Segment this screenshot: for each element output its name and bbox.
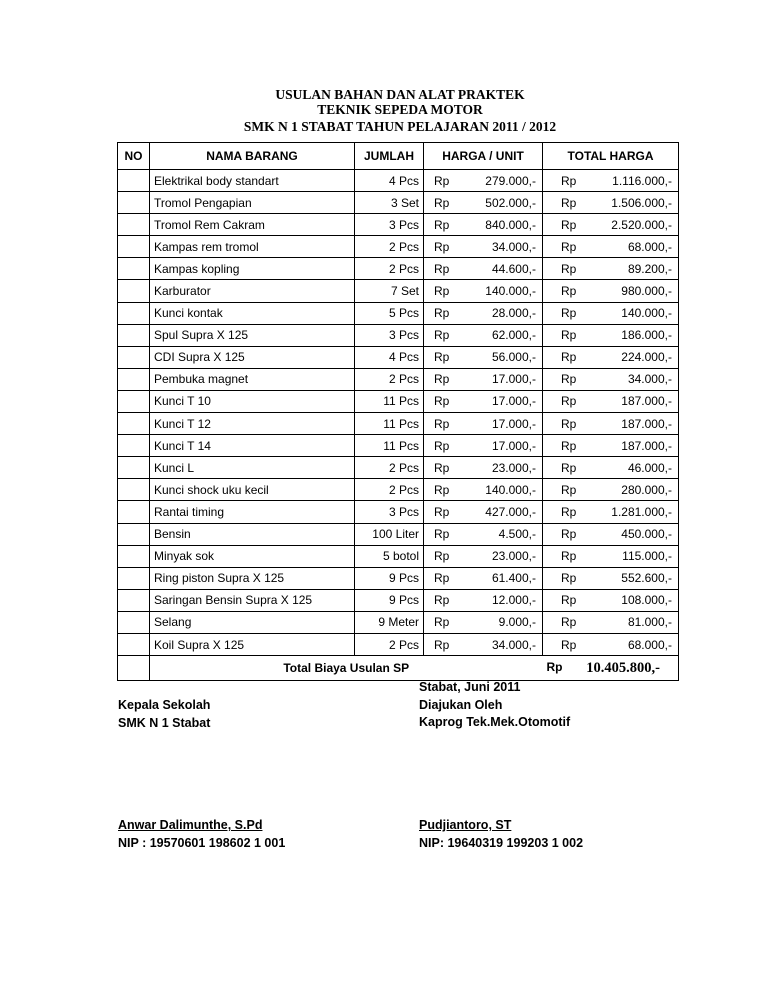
header-no: NO: [118, 143, 150, 170]
row-no: [118, 589, 150, 611]
table-row: [118, 545, 679, 567]
item-unit-price: 28.000,-: [491, 306, 536, 321]
item-name: CDI Supra X 125: [150, 346, 355, 368]
item-qty: 2 Pcs: [355, 479, 424, 501]
header-price: HARGA / UNIT: [424, 143, 543, 170]
row-no: [118, 523, 150, 545]
right-title-1: Diajukan Oleh: [419, 697, 503, 712]
table-row: [118, 280, 679, 302]
price-currency: Rp: [434, 615, 450, 630]
total-currency: Rp: [561, 239, 577, 254]
item-name: Saringan Bensin Supra X 125: [150, 589, 355, 611]
item-qty: 2 Pcs: [355, 457, 424, 479]
price-currency: Rp: [434, 372, 450, 387]
item-total-price: 187.000,-: [621, 416, 672, 431]
left-title-2: SMK N 1 Stabat: [118, 715, 211, 730]
left-signer-name: Anwar Dalimunthe, S.Pd: [118, 818, 263, 832]
left-signer-nip: NIP : 19570601 198602 1 001: [118, 835, 286, 850]
item-name: Koil Supra X 125: [150, 633, 355, 655]
table-row: [118, 567, 679, 589]
price-currency: Rp: [434, 328, 450, 343]
total-currency: Rp: [561, 438, 577, 453]
item-name: Rantai timing: [150, 501, 355, 523]
table-row: [118, 633, 679, 655]
item-unit-price: 44.600,-: [491, 261, 536, 276]
total-currency: Rp: [561, 328, 577, 343]
item-unit-price: 17.000,-: [491, 394, 536, 409]
price-currency: Rp: [434, 350, 450, 365]
table-row: [118, 236, 679, 258]
price-currency: Rp: [434, 416, 450, 431]
price-currency: Rp: [434, 306, 450, 321]
row-no: [118, 214, 150, 236]
item-name: Kunci kontak: [150, 302, 355, 324]
item-total-price: 68.000,-: [627, 637, 672, 652]
total-currency: Rp: [561, 284, 577, 299]
header-total: TOTAL HARGA: [543, 143, 679, 170]
price-currency: Rp: [434, 438, 450, 453]
document-title-line-3: SMK N 1 STABAT TAHUN PELAJARAN 2011 / 2012: [243, 119, 557, 134]
total-currency: Rp: [561, 217, 577, 232]
item-name: Spul Supra X 125: [150, 324, 355, 346]
item-qty: 2 Pcs: [355, 368, 424, 390]
row-no: [118, 192, 150, 214]
item-total-price: 224.000,-: [621, 350, 672, 365]
row-no: [118, 390, 150, 412]
table-row: [118, 390, 679, 412]
total-currency: Rp: [561, 261, 577, 276]
total-currency: Rp: [561, 350, 577, 365]
item-total-price: 187.000,-: [621, 394, 672, 409]
price-currency: Rp: [434, 593, 450, 608]
header-name: NAMA BARANG: [150, 143, 355, 170]
row-no: [118, 236, 150, 258]
row-no: [118, 435, 150, 457]
item-total-price: 46.000,-: [627, 460, 672, 475]
price-currency: Rp: [434, 527, 450, 542]
item-name: Kunci T 14: [150, 435, 355, 457]
total-currency: Rp: [561, 593, 577, 608]
price-currency: Rp: [434, 239, 450, 254]
item-unit-price: 427.000,-: [485, 504, 536, 519]
signature-right: [419, 679, 570, 732]
item-qty: 9 Meter: [355, 611, 424, 633]
item-qty: 2 Pcs: [355, 633, 424, 655]
item-unit-price: 279.000,-: [485, 173, 536, 188]
item-unit-price: 4.500,-: [498, 527, 536, 542]
table-row: [118, 170, 679, 192]
item-qty: 9 Pcs: [355, 589, 424, 611]
item-qty: 100 Liter: [355, 523, 424, 545]
row-no: [118, 457, 150, 479]
price-currency: Rp: [434, 173, 450, 188]
item-unit-price: 840.000,-: [485, 217, 536, 232]
row-no: [118, 501, 150, 523]
row-no: [118, 567, 150, 589]
row-no: [118, 413, 150, 435]
price-currency: Rp: [434, 217, 450, 232]
item-name: Kunci L: [150, 457, 355, 479]
item-name: Bensin: [150, 523, 355, 545]
item-total-price: 140.000,-: [621, 306, 672, 321]
item-qty: 3 Pcs: [355, 501, 424, 523]
table-row: [118, 346, 679, 368]
total-currency: Rp: [561, 372, 577, 387]
total-currency: Rp: [561, 460, 577, 475]
price-currency: Rp: [434, 504, 450, 519]
item-qty: 3 Set: [355, 192, 424, 214]
item-total-price: 34.000,-: [627, 372, 672, 387]
item-unit-price: 56.000,-: [491, 350, 536, 365]
total-currency: Rp: [561, 394, 577, 409]
item-total-price: 187.000,-: [621, 438, 672, 453]
item-qty: 11 Pcs: [355, 413, 424, 435]
items-table: [117, 142, 679, 681]
item-qty: 2 Pcs: [355, 236, 424, 258]
price-currency: Rp: [434, 261, 450, 276]
header-qty: JUMLAH: [355, 143, 424, 170]
document-title-line-2: TEKNIK SEPEDA MOTOR: [317, 102, 483, 117]
total-currency: Rp: [561, 416, 577, 431]
grand-total-currency: Rp: [546, 659, 563, 674]
item-unit-price: 34.000,-: [491, 637, 536, 652]
item-qty: 9 Pcs: [355, 567, 424, 589]
document-title-line-1: USULAN BAHAN DAN ALAT PRAKTEK: [275, 87, 525, 102]
price-currency: Rp: [434, 571, 450, 586]
row-no: [118, 545, 150, 567]
item-name: Kunci T 12: [150, 413, 355, 435]
item-qty: 11 Pcs: [355, 390, 424, 412]
row-no: [118, 346, 150, 368]
table-row: [118, 523, 679, 545]
table-row: [118, 302, 679, 324]
left-title-1: Kepala Sekolah: [118, 698, 211, 712]
item-total-price: 81.000,-: [627, 615, 672, 630]
row-no: [118, 611, 150, 633]
item-name: Kunci shock uku kecil: [150, 479, 355, 501]
item-total-price: 1.506.000,-: [611, 195, 672, 210]
price-currency: Rp: [434, 394, 450, 409]
table-row: [118, 589, 679, 611]
table-row: [118, 324, 679, 346]
total-currency: Rp: [561, 195, 577, 210]
row-no: [118, 324, 150, 346]
item-unit-price: 12.000,-: [491, 593, 536, 608]
total-currency: Rp: [561, 637, 577, 652]
item-unit-price: 140.000,-: [485, 482, 536, 497]
row-no: [118, 280, 150, 302]
item-total-price: 1.116.000,-: [612, 173, 672, 188]
item-name: Tromol Rem Cakram: [150, 214, 355, 236]
price-currency: Rp: [434, 195, 450, 210]
item-qty: 4 Pcs: [355, 346, 424, 368]
total-label: Total Biaya Usulan SP: [150, 656, 543, 681]
item-qty: 3 Pcs: [355, 324, 424, 346]
item-qty: 5 Pcs: [355, 302, 424, 324]
item-total-price: 186.000,-: [621, 328, 672, 343]
item-name: Minyak sok: [150, 545, 355, 567]
grand-total-value: 10.405.800,-: [586, 659, 660, 676]
total-row: [118, 656, 679, 681]
item-name: Kampas kopling: [150, 258, 355, 280]
item-total-price: 450.000,-: [621, 527, 672, 542]
item-qty: 7 Set: [355, 280, 424, 302]
row-no: [118, 258, 150, 280]
item-qty: 5 botol: [355, 545, 424, 567]
item-unit-price: 34.000,-: [491, 239, 536, 254]
row-no: [118, 302, 150, 324]
row-no: [118, 170, 150, 192]
item-unit-price: 502.000,-: [485, 195, 536, 210]
right-title-2: Kaprog Tek.Mek.Otomotif: [419, 715, 571, 729]
item-qty: 11 Pcs: [355, 435, 424, 457]
total-currency: Rp: [561, 615, 577, 630]
item-name: Selang: [150, 611, 355, 633]
total-currency: Rp: [561, 173, 577, 188]
item-name: Tromol Pengapian: [150, 192, 355, 214]
signature-left: [118, 697, 210, 732]
item-qty: 3 Pcs: [355, 214, 424, 236]
table-row: [118, 611, 679, 633]
row-no: [118, 368, 150, 390]
total-currency: Rp: [561, 504, 577, 519]
signature-right-name: [419, 817, 583, 852]
item-qty: 2 Pcs: [355, 258, 424, 280]
item-total-price: 280.000,-: [621, 482, 672, 497]
item-total-price: 2.520.000,-: [611, 217, 672, 232]
total-currency: Rp: [561, 306, 577, 321]
table-row: [118, 368, 679, 390]
item-unit-price: 17.000,-: [491, 438, 536, 453]
table-row: [118, 413, 679, 435]
item-name: Kampas rem tromol: [150, 236, 355, 258]
row-no: [118, 633, 150, 655]
table-row: [118, 435, 679, 457]
table-header-row: [118, 143, 679, 170]
item-total-price: 980.000,-: [621, 284, 672, 299]
right-place-date: Stabat, Juni 2011: [419, 680, 521, 694]
item-unit-price: 62.000,-: [491, 328, 536, 343]
price-currency: Rp: [434, 482, 450, 497]
item-unit-price: 140.000,-: [485, 284, 536, 299]
price-currency: Rp: [434, 549, 450, 564]
item-total-price: 89.200,-: [627, 261, 672, 276]
item-name: Karburator: [150, 280, 355, 302]
total-currency: Rp: [561, 482, 577, 497]
signature-left-name: [118, 817, 285, 852]
item-qty: 4 Pcs: [355, 170, 424, 192]
table-row: [118, 258, 679, 280]
item-unit-price: 9.000,-: [498, 615, 536, 630]
item-total-price: 68.000,-: [627, 239, 672, 254]
item-name: Kunci T 10: [150, 390, 355, 412]
item-total-price: 552.600,-: [621, 571, 672, 586]
item-total-price: 108.000,-: [621, 593, 672, 608]
item-name: Pembuka magnet: [150, 368, 355, 390]
price-currency: Rp: [434, 460, 450, 475]
total-currency: Rp: [561, 549, 577, 564]
table-row: [118, 192, 679, 214]
total-currency: Rp: [561, 571, 577, 586]
item-unit-price: 17.000,-: [491, 372, 536, 387]
item-unit-price: 23.000,-: [491, 549, 536, 564]
item-unit-price: 61.400,-: [491, 571, 536, 586]
right-signer-nip: NIP: 19640319 199203 1 002: [419, 835, 584, 850]
row-no: [118, 479, 150, 501]
item-total-price: 1.281.000,-: [611, 504, 672, 519]
item-name: Ring piston Supra X 125: [150, 567, 355, 589]
table-row: [118, 214, 679, 236]
total-currency: Rp: [561, 527, 577, 542]
table-row: [118, 501, 679, 523]
item-name: Elektrikal body standart: [150, 170, 355, 192]
table-row: [118, 457, 679, 479]
item-unit-price: 17.000,-: [491, 416, 536, 431]
item-unit-price: 23.000,-: [491, 460, 536, 475]
right-signer-name: Pudjiantoro, ST: [419, 818, 512, 832]
item-total-price: 115.000,-: [622, 549, 672, 564]
price-currency: Rp: [434, 284, 450, 299]
price-currency: Rp: [434, 637, 450, 652]
table-row: [118, 479, 679, 501]
